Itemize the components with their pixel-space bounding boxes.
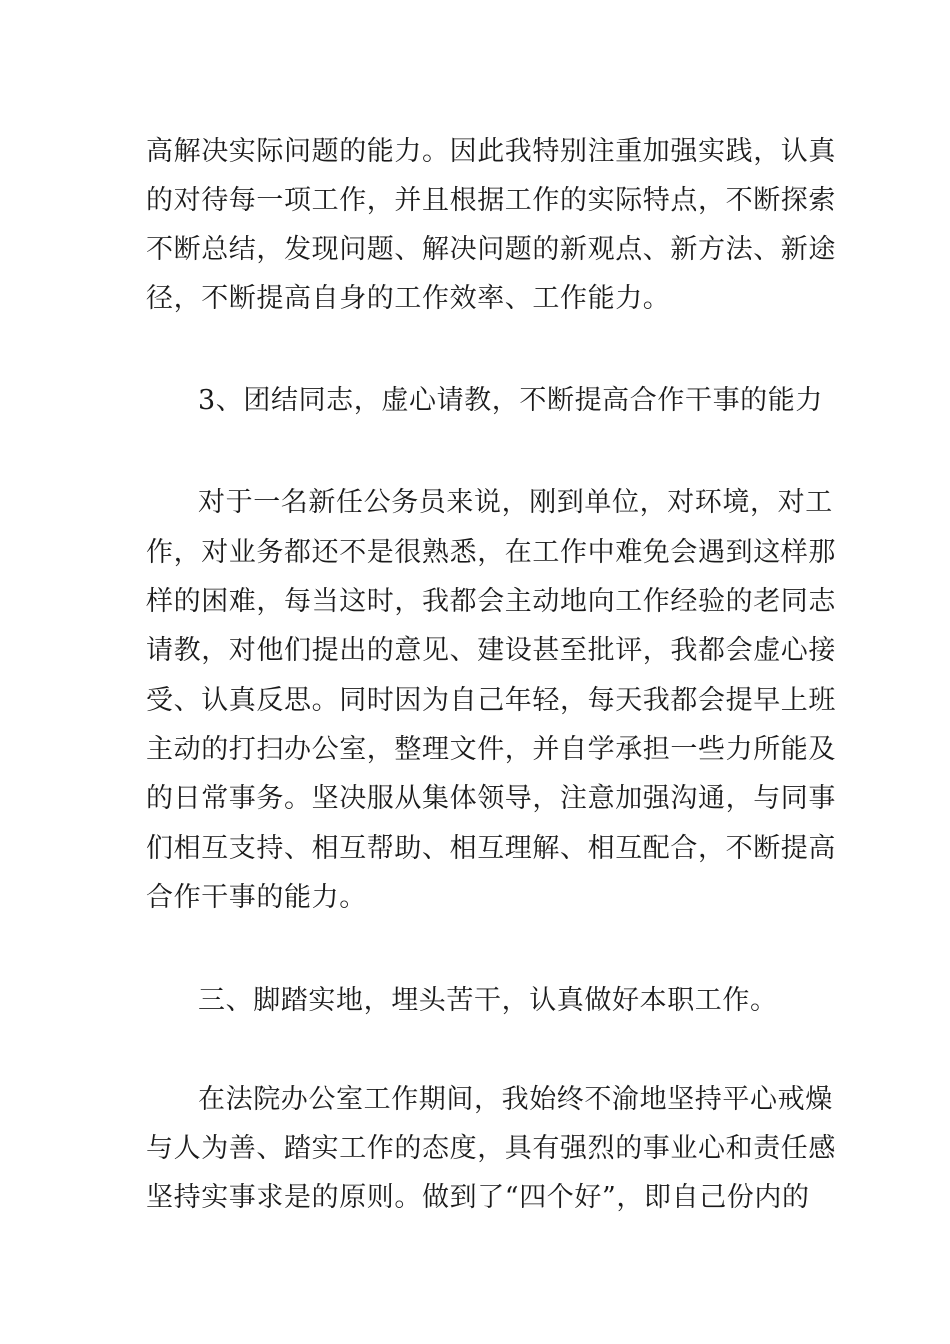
paragraph-2-line-2: 作，对业务都还不是很熟悉，在工作中难免会遇到这样那	[146, 537, 836, 568]
paragraph-2-line-8: 们相互支持、相互帮助、相互理解、相互配合，不断提高	[146, 833, 836, 864]
paragraph-1-line-4: 径，不断提高自身的工作效率、工作能力。	[146, 283, 671, 314]
paragraph-3-line-1: 在法院办公室工作期间，我始终不渝地坚持平心戒燥	[198, 1084, 833, 1115]
paragraph-3-line-2: 与人为善、踏实工作的态度，具有强烈的事业心和责任感	[146, 1133, 836, 1164]
paragraph-2-line-7: 的日常事务。坚决服从集体领导，注意加强沟通，与同事	[146, 783, 836, 814]
paragraph-3-line-3: 坚持实事求是的原则。做到了“四个好”，即自己份内的	[146, 1182, 810, 1213]
section-heading-3: 三、脚踏实地，埋头苦干，认真做好本职工作。	[198, 985, 778, 1016]
paragraph-2-line-1: 对于一名新任公务员来说，刚到单位，对环境，对工	[198, 487, 833, 518]
paragraph-2-line-5: 受、认真反思。同时因为自己年轻，每天我都会提早上班	[146, 685, 836, 716]
paragraph-2-line-6: 主动的打扫办公室，整理文件，并自学承担一些力所能及	[146, 734, 836, 765]
paragraph-2-line-3: 样的困难，每当这时，我都会主动地向工作经验的老同志	[146, 586, 836, 617]
paragraph-2-line-4: 请教，对他们提出的意见、建设甚至批评，我都会虚心接	[146, 635, 836, 666]
paragraph-2-line-9: 合作干事的能力。	[146, 882, 367, 913]
paragraph-1-line-3: 不断总结，发现问题、解决问题的新观点、新方法、新途	[146, 234, 836, 265]
paragraph-1-line-1: 高解决实际问题的能力。因此我特别注重加强实践，认真	[146, 136, 836, 167]
subheading-3: 3、团结同志，虚心请教，不断提高合作干事的能力	[198, 385, 823, 416]
paragraph-1-line-2: 的对待每一项工作，并且根据工作的实际特点，不断探索	[146, 185, 836, 216]
